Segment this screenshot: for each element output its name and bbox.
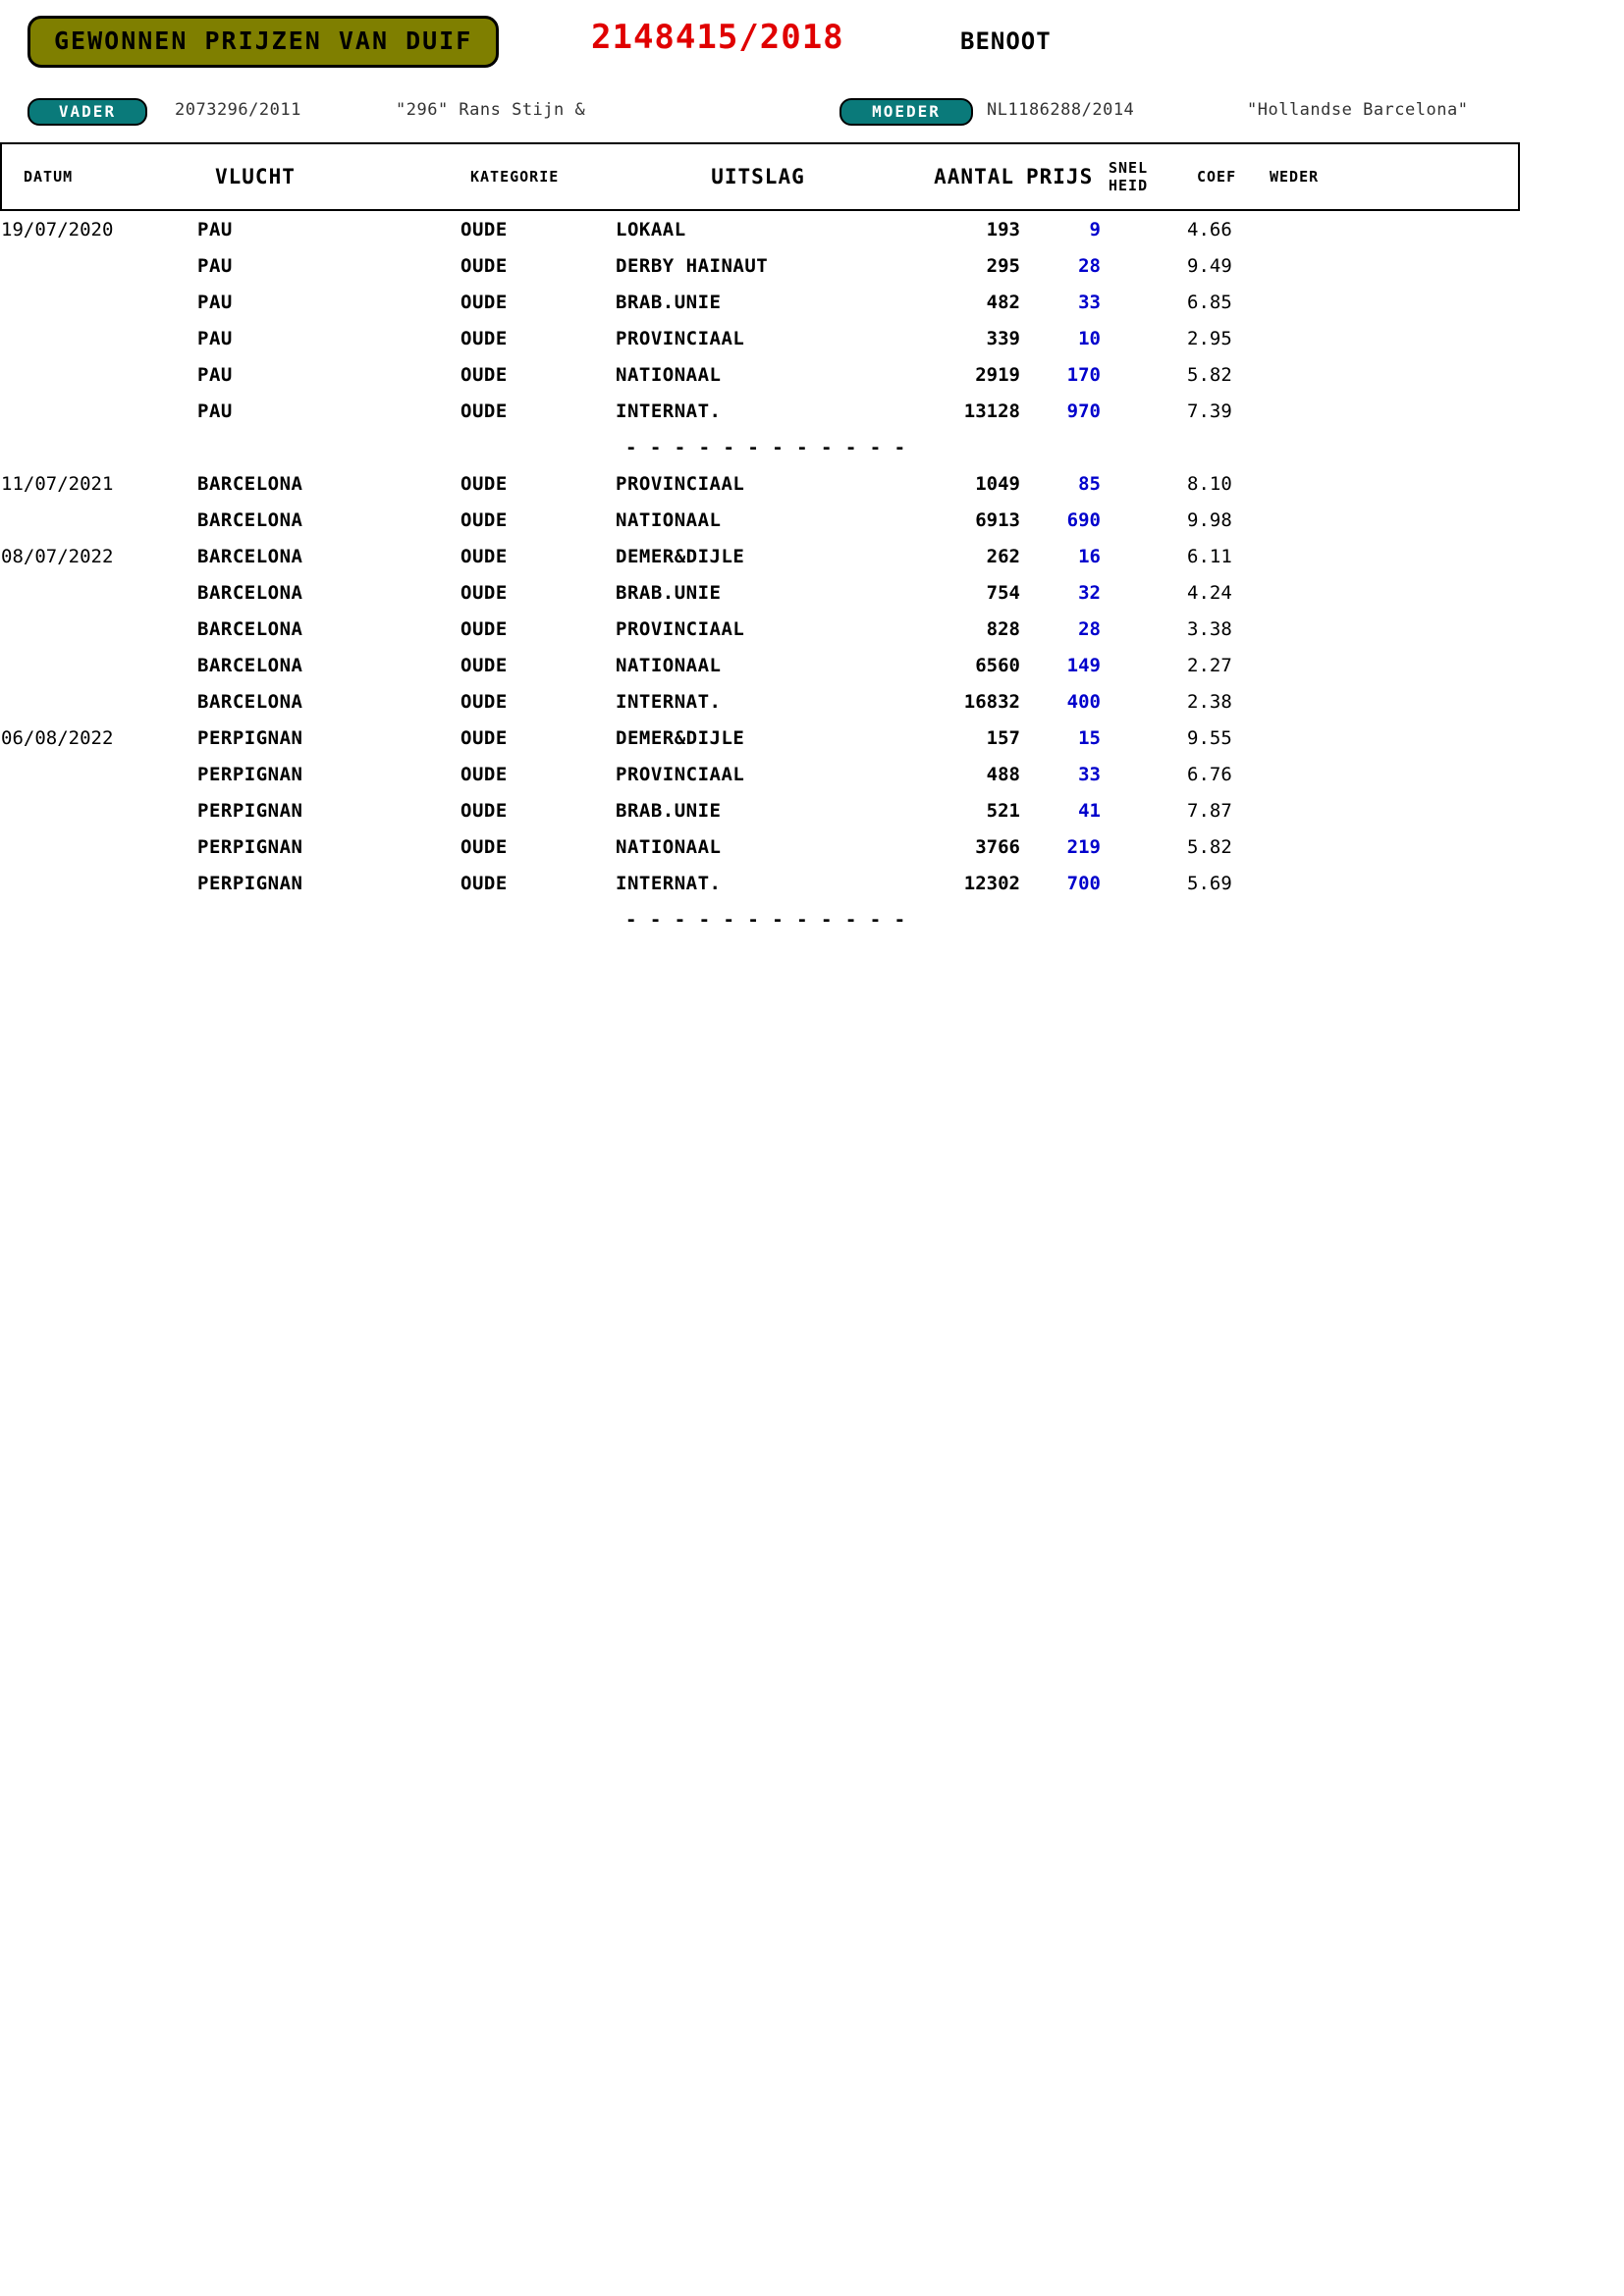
cell-aantal: 2919	[975, 363, 1020, 386]
cell-weder	[1264, 465, 1519, 502]
cell-weder	[1264, 574, 1519, 611]
cell-kategorie: OUDE	[460, 763, 508, 785]
cell-prijs: 41	[1078, 799, 1101, 822]
cell-datum	[1, 611, 197, 647]
cell-snelheid	[1101, 574, 1187, 611]
results-table-head	[1, 143, 1519, 210]
column-header-datum	[1, 143, 197, 210]
cell-datum	[1, 320, 197, 356]
results-table-wrapper	[0, 142, 1518, 937]
cell-snelheid	[1101, 756, 1187, 792]
cell-aantal: 521	[986, 799, 1020, 822]
results-table-body	[1, 210, 1519, 937]
cell-coef: 4.24	[1187, 581, 1232, 604]
cell-weder	[1264, 792, 1519, 828]
table-row	[1, 320, 1519, 356]
cell-kategorie: OUDE	[460, 327, 508, 349]
cell-kategorie: OUDE	[460, 363, 508, 386]
table-row	[1, 683, 1519, 720]
report-header	[0, 8, 1571, 69]
cell-prijs: 28	[1078, 617, 1101, 640]
cell-uitslag: PROVINCIAAL	[616, 472, 745, 495]
cell-aantal: 262	[986, 545, 1020, 567]
cell-vlucht: BARCELONA	[197, 690, 303, 713]
results-table	[0, 142, 1520, 937]
cell-uitslag: BRAB.UNIE	[616, 799, 722, 822]
cell-vlucht: PAU	[197, 400, 233, 422]
cell-vlucht: BARCELONA	[197, 581, 303, 604]
cell-kategorie: OUDE	[460, 726, 508, 749]
cell-uitslag: DEMER&DIJLE	[616, 726, 745, 749]
table-separator-row	[1, 429, 1519, 465]
column-header-coef	[1187, 143, 1264, 210]
cell-coef: 7.87	[1187, 799, 1232, 822]
cell-weder	[1264, 356, 1519, 393]
cell-snelheid	[1101, 828, 1187, 865]
cell-weder	[1264, 611, 1519, 647]
cell-datum	[1, 502, 197, 538]
cell-snelheid	[1101, 865, 1187, 901]
cell-datum	[1, 865, 197, 901]
mother-name: "Hollandse Barcelona"	[1247, 100, 1469, 120]
column-header-snelheid	[1101, 143, 1187, 210]
separator-spacer	[1, 429, 616, 465]
column-header-snelheid-line2: HEID	[1109, 177, 1149, 194]
pigeon-ring-number: 2148415/2018	[591, 18, 844, 57]
cell-uitslag: PROVINCIAAL	[616, 617, 745, 640]
cell-coef: 2.38	[1187, 690, 1232, 713]
table-row	[1, 865, 1519, 901]
cell-uitslag: INTERNAT.	[616, 400, 722, 422]
cell-uitslag: BRAB.UNIE	[616, 581, 722, 604]
cell-kategorie: OUDE	[460, 654, 508, 676]
table-row	[1, 465, 1519, 502]
column-header-vlucht	[197, 143, 460, 210]
cell-snelheid	[1101, 465, 1187, 502]
cell-vlucht: PAU	[197, 254, 233, 277]
cell-vlucht: PERPIGNAN	[197, 763, 303, 785]
cell-coef: 6.85	[1187, 291, 1232, 313]
cell-vlucht: PAU	[197, 363, 233, 386]
column-header-uitslag-label: UITSLAG	[711, 165, 805, 188]
table-row	[1, 574, 1519, 611]
table-row	[1, 756, 1519, 792]
cell-coef: 2.27	[1187, 654, 1232, 676]
separator-dashes	[616, 901, 1519, 937]
cell-coef: 5.82	[1187, 363, 1232, 386]
separator-text: - - - - - - - - - - - -	[625, 436, 907, 458]
table-row	[1, 247, 1519, 284]
column-header-uitslag	[616, 143, 900, 210]
table-row	[1, 538, 1519, 574]
column-header-weder	[1264, 143, 1519, 210]
cell-snelheid	[1101, 247, 1187, 284]
cell-uitslag: NATIONAAL	[616, 363, 722, 386]
cell-prijs: 149	[1066, 654, 1101, 676]
cell-coef: 5.82	[1187, 835, 1232, 858]
cell-weder	[1264, 683, 1519, 720]
cell-vlucht: PAU	[197, 218, 233, 240]
cell-kategorie: OUDE	[460, 254, 508, 277]
cell-uitslag: BRAB.UNIE	[616, 291, 722, 313]
cell-prijs: 219	[1066, 835, 1101, 858]
cell-weder	[1264, 865, 1519, 901]
cell-prijs: 970	[1066, 400, 1101, 422]
cell-snelheid	[1101, 502, 1187, 538]
column-header-coef-label: COEF	[1197, 168, 1237, 186]
cell-vlucht: BARCELONA	[197, 472, 303, 495]
cell-datum: 06/08/2022	[1, 726, 114, 749]
mother-badge: MOEDER	[839, 98, 973, 126]
cell-aantal: 157	[986, 726, 1020, 749]
cell-prijs: 400	[1066, 690, 1101, 713]
cell-uitslag: LOKAAL	[616, 218, 686, 240]
cell-snelheid	[1101, 720, 1187, 756]
cell-weder	[1264, 210, 1519, 247]
cell-weder	[1264, 247, 1519, 284]
cell-vlucht: BARCELONA	[197, 654, 303, 676]
cell-coef: 5.69	[1187, 872, 1232, 894]
cell-datum	[1, 284, 197, 320]
table-row	[1, 393, 1519, 429]
separator-dashes	[616, 429, 1519, 465]
cell-prijs: 16	[1078, 545, 1101, 567]
cell-aantal: 488	[986, 763, 1020, 785]
cell-datum: 08/07/2022	[1, 545, 114, 567]
cell-kategorie: OUDE	[460, 799, 508, 822]
column-header-kategorie-label: KATEGORIE	[470, 168, 560, 186]
father-ring-number: 2073296/2011	[175, 100, 301, 120]
cell-weder	[1264, 720, 1519, 756]
mother-ring-number: NL1186288/2014	[987, 100, 1135, 120]
cell-datum	[1, 647, 197, 683]
table-row	[1, 284, 1519, 320]
page-title: GEWONNEN PRIJZEN VAN DUIF	[27, 16, 499, 68]
table-row	[1, 792, 1519, 828]
column-header-prijs-label: PRIJS	[1026, 165, 1094, 188]
cell-uitslag: DERBY HAINAUT	[616, 254, 769, 277]
column-header-vlucht-label: VLUCHT	[215, 165, 296, 188]
cell-vlucht: PAU	[197, 291, 233, 313]
cell-snelheid	[1101, 683, 1187, 720]
cell-prijs: 32	[1078, 581, 1101, 604]
cell-vlucht: PERPIGNAN	[197, 872, 303, 894]
cell-kategorie: OUDE	[460, 690, 508, 713]
cell-weder	[1264, 284, 1519, 320]
cell-kategorie: OUDE	[460, 472, 508, 495]
cell-prijs: 15	[1078, 726, 1101, 749]
cell-vlucht: PERPIGNAN	[197, 726, 303, 749]
cell-uitslag: NATIONAAL	[616, 654, 722, 676]
cell-aantal: 16832	[963, 690, 1020, 713]
cell-kategorie: OUDE	[460, 218, 508, 240]
cell-coef: 9.55	[1187, 726, 1232, 749]
cell-prijs: 33	[1078, 763, 1101, 785]
cell-aantal: 193	[986, 218, 1020, 240]
cell-datum	[1, 393, 197, 429]
cell-snelheid	[1101, 611, 1187, 647]
cell-prijs: 28	[1078, 254, 1101, 277]
father-badge: VADER	[27, 98, 147, 126]
cell-coef: 6.76	[1187, 763, 1232, 785]
cell-datum	[1, 683, 197, 720]
owner-name: BENOOT	[960, 27, 1052, 55]
cell-prijs: 170	[1066, 363, 1101, 386]
column-header-kategorie	[460, 143, 616, 210]
father-name: "296" Rans Stijn &	[396, 100, 586, 120]
cell-snelheid	[1101, 284, 1187, 320]
cell-weder	[1264, 320, 1519, 356]
cell-aantal: 12302	[963, 872, 1020, 894]
table-separator-row	[1, 901, 1519, 937]
cell-aantal: 339	[986, 327, 1020, 349]
cell-kategorie: OUDE	[460, 835, 508, 858]
column-header-snelheid-line1: SNEL	[1109, 159, 1149, 177]
cell-coef: 4.66	[1187, 218, 1232, 240]
cell-datum	[1, 574, 197, 611]
cell-aantal: 3766	[975, 835, 1020, 858]
column-header-snelheid-wrap	[1101, 159, 1187, 194]
separator-text: - - - - - - - - - - - -	[625, 908, 907, 931]
cell-kategorie: OUDE	[460, 508, 508, 531]
column-header-aantal-label: AANTAL	[934, 165, 1014, 188]
cell-datum: 11/07/2021	[1, 472, 114, 495]
cell-weder	[1264, 393, 1519, 429]
table-row	[1, 502, 1519, 538]
cell-prijs: 700	[1066, 872, 1101, 894]
cell-coef: 7.39	[1187, 400, 1232, 422]
cell-aantal: 754	[986, 581, 1020, 604]
table-row	[1, 356, 1519, 393]
cell-datum	[1, 756, 197, 792]
cell-prijs: 690	[1066, 508, 1101, 531]
cell-prijs: 9	[1089, 218, 1101, 240]
table-row	[1, 210, 1519, 247]
cell-coef: 8.10	[1187, 472, 1232, 495]
cell-aantal: 13128	[963, 400, 1020, 422]
cell-snelheid	[1101, 792, 1187, 828]
cell-vlucht: BARCELONA	[197, 545, 303, 567]
cell-prijs: 10	[1078, 327, 1101, 349]
cell-datum: 19/07/2020	[1, 218, 114, 240]
cell-snelheid	[1101, 320, 1187, 356]
cell-datum	[1, 356, 197, 393]
cell-aantal: 482	[986, 291, 1020, 313]
separator-spacer	[1, 901, 616, 937]
cell-datum	[1, 247, 197, 284]
cell-snelheid	[1101, 647, 1187, 683]
cell-kategorie: OUDE	[460, 291, 508, 313]
cell-weder	[1264, 647, 1519, 683]
cell-weder	[1264, 828, 1519, 865]
cell-coef: 9.49	[1187, 254, 1232, 277]
cell-kategorie: OUDE	[460, 581, 508, 604]
cell-snelheid	[1101, 356, 1187, 393]
cell-kategorie: OUDE	[460, 400, 508, 422]
cell-snelheid	[1101, 538, 1187, 574]
column-header-prijs	[1020, 143, 1101, 210]
cell-aantal: 6560	[975, 654, 1020, 676]
cell-vlucht: BARCELONA	[197, 617, 303, 640]
cell-vlucht: BARCELONA	[197, 508, 303, 531]
cell-prijs: 33	[1078, 291, 1101, 313]
cell-kategorie: OUDE	[460, 872, 508, 894]
cell-vlucht: PERPIGNAN	[197, 799, 303, 822]
cell-aantal: 1049	[975, 472, 1020, 495]
cell-uitslag: INTERNAT.	[616, 872, 722, 894]
cell-vlucht: PERPIGNAN	[197, 835, 303, 858]
cell-weder	[1264, 538, 1519, 574]
cell-kategorie: OUDE	[460, 617, 508, 640]
cell-uitslag: PROVINCIAAL	[616, 763, 745, 785]
cell-datum	[1, 828, 197, 865]
cell-aantal: 295	[986, 254, 1020, 277]
table-row	[1, 611, 1519, 647]
cell-uitslag: NATIONAAL	[616, 835, 722, 858]
table-row	[1, 720, 1519, 756]
cell-snelheid	[1101, 393, 1187, 429]
cell-uitslag: NATIONAAL	[616, 508, 722, 531]
cell-coef: 9.98	[1187, 508, 1232, 531]
cell-uitslag: DEMER&DIJLE	[616, 545, 745, 567]
cell-uitslag: INTERNAT.	[616, 690, 722, 713]
cell-kategorie: OUDE	[460, 545, 508, 567]
cell-uitslag: PROVINCIAAL	[616, 327, 745, 349]
cell-weder	[1264, 756, 1519, 792]
table-row	[1, 647, 1519, 683]
cell-coef: 6.11	[1187, 545, 1232, 567]
cell-vlucht: PAU	[197, 327, 233, 349]
cell-coef: 2.95	[1187, 327, 1232, 349]
cell-prijs: 85	[1078, 472, 1101, 495]
cell-weder	[1264, 502, 1519, 538]
table-row	[1, 828, 1519, 865]
cell-aantal: 828	[986, 617, 1020, 640]
cell-datum	[1, 792, 197, 828]
column-header-weder-label: WEDER	[1270, 168, 1320, 186]
cell-snelheid	[1101, 210, 1187, 247]
cell-coef: 3.38	[1187, 617, 1232, 640]
cell-aantal: 6913	[975, 508, 1020, 531]
column-header-aantal	[900, 143, 1020, 210]
column-header-datum-label: DATUM	[24, 168, 74, 186]
parents-row	[0, 94, 1571, 130]
